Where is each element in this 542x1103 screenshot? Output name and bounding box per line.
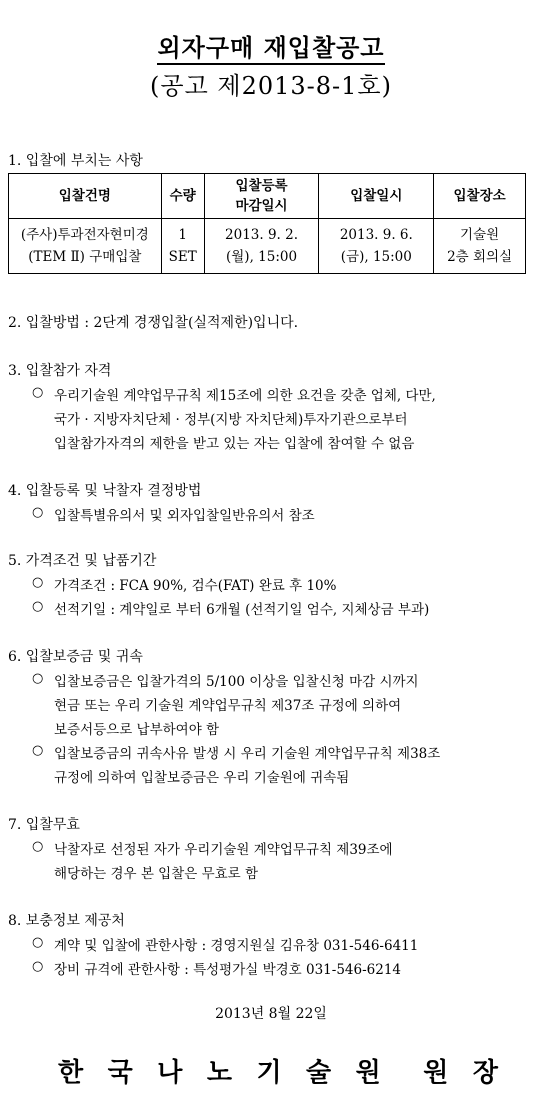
s5-line-2: 선적기일 : 계약일로 부터 6개월 (선적기일 엄수, 지체상금 부과): [54, 602, 430, 618]
bullet-icon: ○: [32, 671, 44, 686]
section-3-heading: 3. 입찰참가 자격: [8, 363, 112, 379]
cell-bid-name: [9, 219, 162, 274]
notice-title-text: 외자구매 재입찰공고: [157, 33, 384, 65]
s7-line-2: 해당하는 경우 본 입찰은 무효로 함: [54, 866, 259, 882]
s6-line-5: 규정에 의하여 입찰보증금은 우리 기술원에 귀속됨: [54, 770, 350, 786]
bullet-icon: ○: [32, 385, 44, 400]
section-6-heading: 6. 입찰보증금 및 귀속: [8, 649, 143, 665]
signature-char: 한: [58, 1058, 84, 1088]
section-5-heading: 5. 가격조건 및 납품기간: [8, 553, 157, 569]
signature-char: 술: [306, 1058, 332, 1088]
header-registration-deadline: [204, 174, 319, 219]
bullet-icon: ○: [32, 505, 44, 520]
bid-table: [8, 173, 526, 274]
signature-char: 장: [472, 1058, 498, 1088]
section-7-heading: 7. 입찰무효: [8, 817, 80, 833]
qty-line1: 1: [178, 227, 187, 243]
s8-line-1: 계약 및 입찰에 관한사항 : 경영지원실 김유창 031-546-6411: [54, 938, 419, 954]
bullet-icon: ○: [32, 575, 44, 590]
header-bid-name: 입찰건명: [9, 174, 162, 219]
header-registration-1: 입찰등록: [235, 178, 288, 194]
notice-date: 2013년 8월 22일: [215, 1006, 327, 1022]
header-qty: 수량: [161, 174, 204, 219]
s6-line-2: 현금 또는 우리 기술원 계약업무규칙 제37조 규정에 의하여: [54, 698, 402, 714]
signature-char: 기: [256, 1058, 282, 1088]
bullet-icon: ○: [32, 959, 44, 974]
s3-line-2: 국가 · 지방자치단체 · 정부(지방 자치단체)투자기관으로부터: [54, 412, 408, 428]
s3-line-3: 입찰참가자격의 제한을 받고 있는 자는 입찰에 참여할 수 없음: [54, 436, 415, 452]
signature-char: 국: [107, 1058, 133, 1088]
s6-line-1: 입찰보증금은 입찰가격의 5/100 이상을 입찰신청 마감 시까지: [54, 674, 419, 690]
notice-title: [0, 28, 542, 63]
signature-char: 원: [355, 1058, 381, 1088]
qty-line2: SET: [168, 249, 197, 265]
section-4-heading: 4. 입찰등록 및 낙찰자 결정방법: [8, 483, 202, 499]
s5-line-1: 가격조건 : FCA 90%, 검수(FAT) 완료 후 10%: [54, 578, 337, 594]
reg-line1: 2013. 9. 2.: [225, 227, 299, 243]
table-header-row: [9, 174, 526, 219]
reg-line2: (월), 15:00: [226, 249, 298, 265]
bullet-icon: ○: [32, 839, 44, 854]
s3-line-1: 우리기술원 계약업무규칙 제15조에 의한 요건을 갖춘 업체, 다만,: [54, 388, 436, 404]
bullet-icon: ○: [32, 743, 44, 758]
section-2-heading: 2. 입찰방법 : 2단계 경쟁입찰(실적제한)입니다.: [8, 315, 299, 331]
header-bid-date: 입찰일시: [319, 174, 434, 219]
signature-char: 노: [206, 1058, 232, 1088]
place-line2: 2층 회의실: [447, 249, 513, 265]
notice-number: (공고 제2013-8-1호): [150, 72, 392, 100]
header-registration-2: 마감일시: [235, 198, 288, 214]
signature-char: 나: [157, 1058, 183, 1088]
s6-line-3: 보증서등으로 납부하여야 함: [54, 722, 220, 738]
cell-registration: [204, 219, 319, 274]
issuer-signature: [58, 1052, 498, 1089]
s4-line-1: 입찰특별유의서 및 외자입찰일반유의서 참조: [54, 508, 315, 524]
bid-name-line2: (TEM Ⅱ) 구매입찰: [28, 249, 142, 265]
signature-char: 원: [423, 1058, 449, 1088]
s7-line-1: 낙찰자로 선정된 자가 우리기술원 계약업무규칙 제39조에: [54, 842, 393, 858]
bullet-icon: ○: [32, 935, 44, 950]
bid-date-line2: (금), 15:00: [340, 249, 412, 265]
section-8-heading: 8. 보충정보 제공처: [8, 913, 125, 929]
cell-bid-place: [434, 219, 526, 274]
cell-bid-date: [319, 219, 434, 274]
header-bid-place: 입찰장소: [434, 174, 526, 219]
bid-name-line1: (주사)투과전자현미경: [20, 227, 149, 243]
bullet-icon: ○: [32, 599, 44, 614]
s6-line-4: 입찰보증금의 귀속사유 발생 시 우리 기술원 계약업무규칙 제38조: [54, 746, 441, 762]
table-row: [9, 219, 526, 274]
s8-line-2: 장비 규격에 관한사항 : 특성평가실 박경호 031-546-6214: [54, 962, 402, 978]
section-1-heading: 1. 입찰에 부치는 사항: [8, 153, 143, 169]
place-line1: 기술원: [460, 227, 500, 243]
cell-qty: [161, 219, 204, 274]
bid-date-line1: 2013. 9. 6.: [339, 227, 413, 243]
